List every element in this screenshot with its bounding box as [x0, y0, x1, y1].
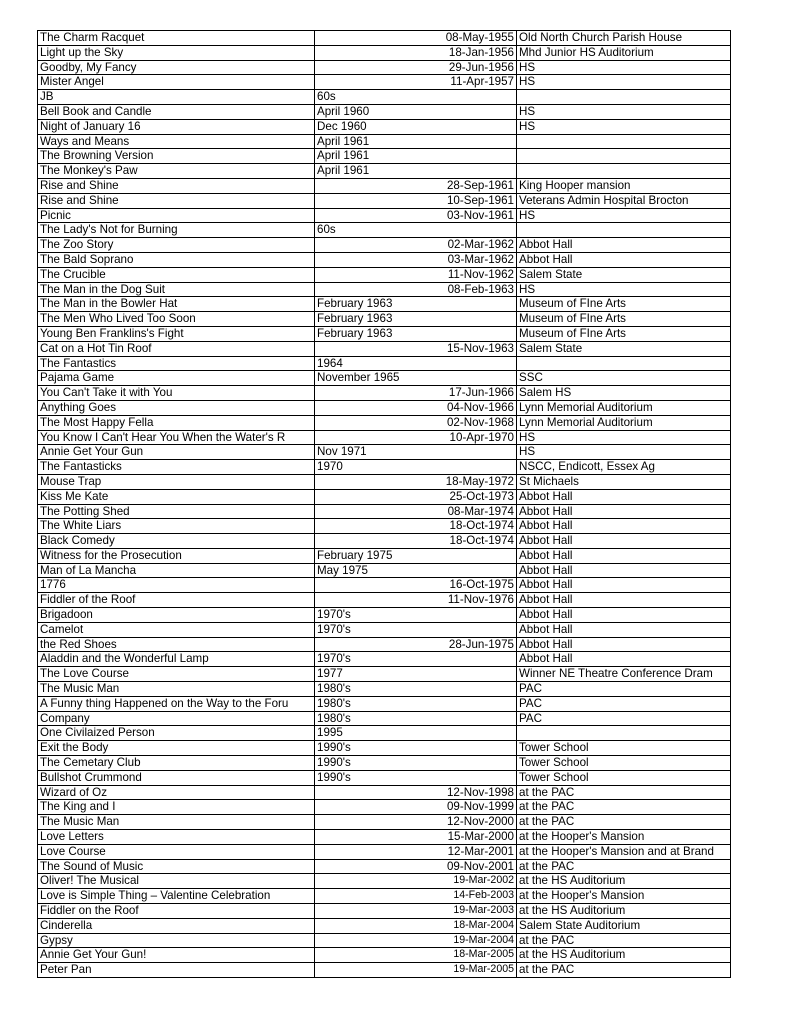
title-cell: Love Letters	[38, 830, 315, 845]
date-cell: 09-Nov-1999	[315, 800, 517, 815]
table-row	[38, 341, 731, 356]
table-row	[38, 534, 731, 549]
date-cell: 04-Nov-1966	[315, 400, 517, 415]
table-row	[38, 104, 731, 119]
title-cell: The Crucible	[38, 267, 315, 282]
date-cell: 25-Oct-1973	[315, 489, 517, 504]
venue-cell	[517, 356, 731, 371]
date-cell: 1980's	[315, 682, 517, 697]
venue-cell: PAC	[517, 711, 731, 726]
venue-cell: at the PAC	[517, 963, 731, 978]
table-row	[38, 90, 731, 105]
venue-cell: HS	[517, 104, 731, 119]
venue-cell: Abbot Hall	[517, 252, 731, 267]
date-cell: 1990's	[315, 756, 517, 771]
venue-cell: at the Hooper's Mansion	[517, 830, 731, 845]
title-cell: Peter Pan	[38, 963, 315, 978]
title-cell: Wizard of Oz	[38, 785, 315, 800]
title-cell: Fiddler of the Roof	[38, 593, 315, 608]
date-cell: 16-Oct-1975	[315, 578, 517, 593]
title-cell: Camelot	[38, 622, 315, 637]
table-row	[38, 489, 731, 504]
title-cell: The Cemetary Club	[38, 756, 315, 771]
table-row	[38, 667, 731, 682]
venue-cell: Lynn Memorial Auditorium	[517, 400, 731, 415]
table-row	[38, 445, 731, 460]
venue-cell: HS	[517, 445, 731, 460]
title-cell: Fiddler on the Roof	[38, 904, 315, 919]
venue-cell	[517, 90, 731, 105]
venue-cell: Museum of FIne Arts	[517, 297, 731, 312]
title-cell: Rise and Shine	[38, 193, 315, 208]
venue-cell: NSCC, Endicott, Essex Ag	[517, 460, 731, 475]
venue-cell: Abbot Hall	[517, 578, 731, 593]
date-cell: 60s	[315, 223, 517, 238]
date-cell: 19-Mar-2002	[315, 874, 517, 889]
date-cell: 11-Nov-1976	[315, 593, 517, 608]
productions-table	[37, 30, 731, 978]
table-row	[38, 889, 731, 904]
date-cell: 12-Nov-1998	[315, 785, 517, 800]
venue-cell: Tower School	[517, 770, 731, 785]
table-row	[38, 356, 731, 371]
table-row	[38, 75, 731, 90]
title-cell: The Zoo Story	[38, 238, 315, 253]
table-row	[38, 770, 731, 785]
table-row	[38, 193, 731, 208]
venue-cell: HS	[517, 430, 731, 445]
table-row	[38, 119, 731, 134]
venue-cell: PAC	[517, 696, 731, 711]
title-cell: Cinderella	[38, 918, 315, 933]
venue-cell	[517, 149, 731, 164]
table-row	[38, 844, 731, 859]
venue-cell: Veterans Admin Hospital Brocton	[517, 193, 731, 208]
title-cell: The Man in the Bowler Hat	[38, 297, 315, 312]
venue-cell: Abbot Hall	[517, 238, 731, 253]
title-cell: The Most Happy Fella	[38, 415, 315, 430]
date-cell: April 1961	[315, 134, 517, 149]
date-cell: 18-May-1972	[315, 474, 517, 489]
date-cell: 1970's	[315, 608, 517, 623]
venue-cell: at the Hooper's Mansion	[517, 889, 731, 904]
venue-cell: St Michaels	[517, 474, 731, 489]
date-cell: 1995	[315, 726, 517, 741]
venue-cell: at the PAC	[517, 933, 731, 948]
title-cell: 1776	[38, 578, 315, 593]
date-cell: 10-Apr-1970	[315, 430, 517, 445]
date-cell: 19-Mar-2005	[315, 963, 517, 978]
venue-cell: at the HS Auditorium	[517, 904, 731, 919]
date-cell: 18-Oct-1974	[315, 534, 517, 549]
title-cell: Mister Angel	[38, 75, 315, 90]
title-cell: One Civilaized Person	[38, 726, 315, 741]
venue-cell: Museum of FIne Arts	[517, 326, 731, 341]
title-cell: Annie Get Your Gun!	[38, 948, 315, 963]
table-row	[38, 149, 731, 164]
table-row	[38, 622, 731, 637]
title-cell: The Man in the Dog Suit	[38, 282, 315, 297]
venue-cell: HS	[517, 282, 731, 297]
venue-cell: Salem State Auditorium	[517, 918, 731, 933]
table-row	[38, 134, 731, 149]
table-row	[38, 519, 731, 534]
venue-cell: Tower School	[517, 756, 731, 771]
title-cell: The Lady's Not for Burning	[38, 223, 315, 238]
venue-cell: Abbot Hall	[517, 593, 731, 608]
venue-cell: HS	[517, 119, 731, 134]
title-cell: The Monkey's Paw	[38, 164, 315, 179]
title-cell: Kiss Me Kate	[38, 489, 315, 504]
title-cell: Gypsy	[38, 933, 315, 948]
date-cell: April 1961	[315, 164, 517, 179]
venue-cell: Tower School	[517, 741, 731, 756]
venue-cell: at the HS Auditorium	[517, 874, 731, 889]
table-row	[38, 474, 731, 489]
date-cell: 15-Nov-1963	[315, 341, 517, 356]
title-cell: Love Course	[38, 844, 315, 859]
title-cell: Light up the Sky	[38, 45, 315, 60]
productions-table-body	[38, 31, 731, 978]
title-cell: Exit the Body	[38, 741, 315, 756]
date-cell: 02-Mar-1962	[315, 238, 517, 253]
table-row	[38, 223, 731, 238]
title-cell: Rise and Shine	[38, 178, 315, 193]
venue-cell: HS	[517, 75, 731, 90]
venue-cell: Mhd Junior HS Auditorium	[517, 45, 731, 60]
date-cell: 1970's	[315, 652, 517, 667]
title-cell: You Can't Take it with You	[38, 386, 315, 401]
date-cell: 1970's	[315, 622, 517, 637]
date-cell: 1977	[315, 667, 517, 682]
title-cell: Love is Simple Thing – Valentine Celebration	[38, 889, 315, 904]
title-cell: The Music Man	[38, 682, 315, 697]
table-row	[38, 400, 731, 415]
table-row	[38, 756, 731, 771]
table-row	[38, 948, 731, 963]
table-row	[38, 164, 731, 179]
table-row	[38, 548, 731, 563]
venue-cell: Abbot Hall	[517, 519, 731, 534]
title-cell: The Charm Racquet	[38, 31, 315, 46]
date-cell: 09-Nov-2001	[315, 859, 517, 874]
date-cell: 60s	[315, 90, 517, 105]
date-cell: May 1975	[315, 563, 517, 578]
date-cell: 11-Apr-1957	[315, 75, 517, 90]
table-row	[38, 726, 731, 741]
table-row	[38, 696, 731, 711]
venue-cell: at the Hooper's Mansion and at Brand	[517, 844, 731, 859]
table-row	[38, 918, 731, 933]
table-row	[38, 371, 731, 386]
table-row	[38, 504, 731, 519]
title-cell: The Music Man	[38, 815, 315, 830]
title-cell: Aladdin and the Wonderful Lamp	[38, 652, 315, 667]
venue-cell: PAC	[517, 682, 731, 697]
table-row	[38, 830, 731, 845]
table-row	[38, 60, 731, 75]
venue-cell: Salem State	[517, 341, 731, 356]
title-cell: The Potting Shed	[38, 504, 315, 519]
date-cell: 19-Mar-2003	[315, 904, 517, 919]
title-cell: The Browning Version	[38, 149, 315, 164]
venue-cell: at the HS Auditorium	[517, 948, 731, 963]
table-row	[38, 386, 731, 401]
table-row	[38, 800, 731, 815]
date-cell: 12-Mar-2001	[315, 844, 517, 859]
table-row	[38, 608, 731, 623]
venue-cell: Abbot Hall	[517, 637, 731, 652]
date-cell: 08-May-1955	[315, 31, 517, 46]
table-row	[38, 430, 731, 445]
date-cell: 12-Nov-2000	[315, 815, 517, 830]
venue-cell: Museum of FIne Arts	[517, 312, 731, 327]
title-cell: Annie Get Your Gun	[38, 445, 315, 460]
table-row	[38, 312, 731, 327]
table-row	[38, 208, 731, 223]
title-cell: JB	[38, 90, 315, 105]
venue-cell: at the PAC	[517, 815, 731, 830]
venue-cell: Abbot Hall	[517, 622, 731, 637]
title-cell: The Fantasticks	[38, 460, 315, 475]
date-cell: February 1963	[315, 297, 517, 312]
date-cell: February 1963	[315, 312, 517, 327]
title-cell: Cat on a Hot Tin Roof	[38, 341, 315, 356]
table-row	[38, 238, 731, 253]
date-cell: 1964	[315, 356, 517, 371]
date-cell: 1970	[315, 460, 517, 475]
date-cell: 03-Nov-1961	[315, 208, 517, 223]
title-cell: Oliver! The Musical	[38, 874, 315, 889]
venue-cell: Old North Church Parish House	[517, 31, 731, 46]
title-cell: The White Liars	[38, 519, 315, 534]
venue-cell	[517, 134, 731, 149]
venue-cell: Abbot Hall	[517, 608, 731, 623]
table-row	[38, 178, 731, 193]
title-cell: Bullshot Crummond	[38, 770, 315, 785]
venue-cell: at the PAC	[517, 785, 731, 800]
date-cell: February 1975	[315, 548, 517, 563]
table-row	[38, 578, 731, 593]
title-cell: the Red Shoes	[38, 637, 315, 652]
table-row	[38, 711, 731, 726]
venue-cell: Lynn Memorial Auditorium	[517, 415, 731, 430]
title-cell: The Men Who Lived Too Soon	[38, 312, 315, 327]
table-row	[38, 963, 731, 978]
title-cell: Black Comedy	[38, 534, 315, 549]
venue-cell: Salem HS	[517, 386, 731, 401]
venue-cell: HS	[517, 60, 731, 75]
venue-cell: Abbot Hall	[517, 504, 731, 519]
title-cell: Picnic	[38, 208, 315, 223]
title-cell: The Love Course	[38, 667, 315, 682]
venue-cell: Abbot Hall	[517, 652, 731, 667]
date-cell: April 1960	[315, 104, 517, 119]
date-cell: 19-Mar-2004	[315, 933, 517, 948]
table-row	[38, 815, 731, 830]
title-cell: Bell Book and Candle	[38, 104, 315, 119]
table-row	[38, 563, 731, 578]
table-row	[38, 31, 731, 46]
venue-cell: Winner NE Theatre Conference Dram	[517, 667, 731, 682]
date-cell: 17-Jun-1966	[315, 386, 517, 401]
date-cell: November 1965	[315, 371, 517, 386]
table-row	[38, 874, 731, 889]
date-cell: April 1961	[315, 149, 517, 164]
date-cell: Dec 1960	[315, 119, 517, 134]
date-cell: 28-Sep-1961	[315, 178, 517, 193]
date-cell: 14-Feb-2003	[315, 889, 517, 904]
title-cell: The Bald Soprano	[38, 252, 315, 267]
date-cell: 18-Oct-1974	[315, 519, 517, 534]
table-row	[38, 326, 731, 341]
venue-cell: HS	[517, 208, 731, 223]
date-cell: 08-Mar-1974	[315, 504, 517, 519]
venue-cell: at the PAC	[517, 859, 731, 874]
title-cell: Witness for the Prosecution	[38, 548, 315, 563]
date-cell: 29-Jun-1956	[315, 60, 517, 75]
table-row	[38, 45, 731, 60]
date-cell: 1980's	[315, 711, 517, 726]
venue-cell: Abbot Hall	[517, 563, 731, 578]
date-cell: Nov 1971	[315, 445, 517, 460]
date-cell: 1990's	[315, 741, 517, 756]
venue-cell: at the PAC	[517, 800, 731, 815]
title-cell: Man of La Mancha	[38, 563, 315, 578]
date-cell: 18-Mar-2005	[315, 948, 517, 963]
venue-cell: Abbot Hall	[517, 534, 731, 549]
title-cell: A Funny thing Happened on the Way to the Foru	[38, 696, 315, 711]
title-cell: Pajama Game	[38, 371, 315, 386]
table-row	[38, 267, 731, 282]
table-row	[38, 652, 731, 667]
table-row	[38, 252, 731, 267]
title-cell: The Fantastics	[38, 356, 315, 371]
table-row	[38, 297, 731, 312]
venue-cell: SSC	[517, 371, 731, 386]
title-cell: Goodby, My Fancy	[38, 60, 315, 75]
date-cell: 10-Sep-1961	[315, 193, 517, 208]
table-row	[38, 637, 731, 652]
title-cell: The King and I	[38, 800, 315, 815]
date-cell: 18-Jan-1956	[315, 45, 517, 60]
table-row	[38, 859, 731, 874]
venue-cell	[517, 164, 731, 179]
title-cell: Brigadoon	[38, 608, 315, 623]
date-cell: February 1963	[315, 326, 517, 341]
venue-cell: Salem State	[517, 267, 731, 282]
date-cell: 28-Jun-1975	[315, 637, 517, 652]
date-cell: 02-Nov-1968	[315, 415, 517, 430]
title-cell: Night of January 16	[38, 119, 315, 134]
table-row	[38, 785, 731, 800]
title-cell: Mouse Trap	[38, 474, 315, 489]
date-cell: 1990's	[315, 770, 517, 785]
venue-cell: Abbot Hall	[517, 489, 731, 504]
date-cell: 15-Mar-2000	[315, 830, 517, 845]
table-row	[38, 741, 731, 756]
table-row	[38, 460, 731, 475]
date-cell: 11-Nov-1962	[315, 267, 517, 282]
date-cell: 1980's	[315, 696, 517, 711]
table-row	[38, 593, 731, 608]
table-row	[38, 904, 731, 919]
venue-cell	[517, 223, 731, 238]
venue-cell: Abbot Hall	[517, 548, 731, 563]
title-cell: Young Ben Franklins's Fight	[38, 326, 315, 341]
title-cell: You Know I Can't Hear You When the Water's R	[38, 430, 315, 445]
table-row	[38, 415, 731, 430]
date-cell: 08-Feb-1963	[315, 282, 517, 297]
venue-cell	[517, 726, 731, 741]
venue-cell: King Hooper mansion	[517, 178, 731, 193]
title-cell: Anything Goes	[38, 400, 315, 415]
title-cell: Ways and Means	[38, 134, 315, 149]
table-row	[38, 933, 731, 948]
title-cell: The Sound of Music	[38, 859, 315, 874]
date-cell: 03-Mar-1962	[315, 252, 517, 267]
title-cell: Company	[38, 711, 315, 726]
table-row	[38, 682, 731, 697]
date-cell: 18-Mar-2004	[315, 918, 517, 933]
table-row	[38, 282, 731, 297]
